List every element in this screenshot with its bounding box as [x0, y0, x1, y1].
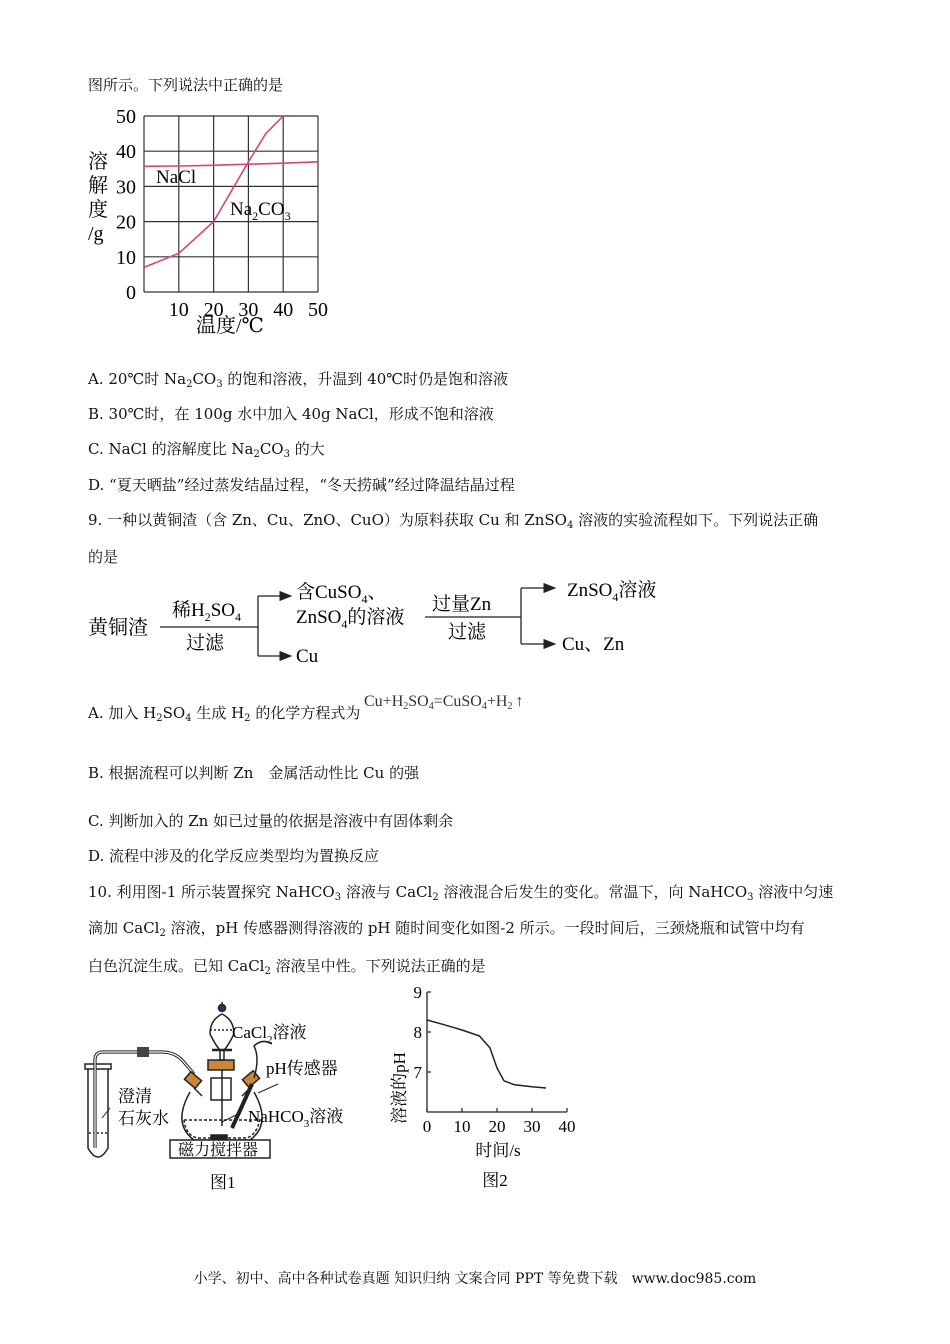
- center-stopper: [208, 1060, 234, 1070]
- flow-out-2: Cu、Zn: [562, 634, 625, 655]
- chart1-ytick: 30: [116, 176, 136, 199]
- flow-mid-2: ZnSO$_4$的溶液: [296, 607, 405, 631]
- chart1-ylabel-2: 解: [88, 175, 108, 197]
- flow-out-1: ZnSO$_4$溶液: [567, 580, 657, 604]
- chart2-xtick: 0: [422, 1117, 432, 1136]
- stir-bar: [211, 1135, 227, 1139]
- flow-reagent2: 过量Zn: [432, 594, 492, 615]
- chart1-ytick: 10: [116, 246, 136, 269]
- chart1-xtick: 50: [308, 299, 328, 321]
- chart2-xlabel: 时间/s: [475, 1141, 521, 1160]
- q9-stem-line2: 的是: [88, 548, 119, 566]
- nahco3-label: NaHCO$_3$溶液: [248, 1107, 344, 1130]
- limewater-label-1: 澄清: [118, 1087, 152, 1106]
- flow-mid-1: 含CuSO$_4$、: [296, 582, 387, 606]
- separatory-funnel: [210, 1014, 234, 1060]
- q9-option-b: B. 根据流程可以判断 Zn 金属活动性比 Cu 的强: [88, 764, 420, 782]
- question-intro: 图所示。下列说法中正确的是: [88, 76, 284, 94]
- flow-reagent1: 稀$H_2SO_4$: [172, 600, 242, 624]
- chart1-ylabel-4: /g: [88, 223, 104, 245]
- left-stopper: [184, 1072, 201, 1089]
- test-tube-rim: [85, 1064, 111, 1069]
- figure1-apparatus: [82, 998, 372, 1198]
- figure2-caption: 图2: [482, 1171, 508, 1190]
- chart1-ytick: 50: [116, 106, 136, 128]
- chart2-xtick: 30: [523, 1117, 541, 1136]
- chart1-ytick: 20: [116, 211, 136, 234]
- flow-cu: Cu: [296, 646, 319, 667]
- flow-start: 黄铜渣: [88, 617, 148, 639]
- chart1-xtick: 10: [168, 299, 189, 321]
- flow-op2: 过滤: [448, 622, 487, 643]
- chart1-ylabel-1: 溶: [88, 151, 108, 173]
- test-tube: [88, 1068, 108, 1157]
- chart2-xtick: 10: [453, 1117, 471, 1136]
- chart1-xtick: 30: [238, 299, 259, 321]
- limewater-label-2: 石灰水: [118, 1109, 169, 1128]
- q8-option-b: B. 30℃时，在 100g 水中加入 40g NaCl，形成不饱和溶液: [88, 405, 494, 423]
- q9-option-a: A. 加入 $H_2SO_4$ 生成 $H_2$ 的化学方程式为: [88, 704, 361, 724]
- chart2-ylabel: 溶液的pH: [390, 1052, 409, 1124]
- q9-option-d: D. 流程中涉及的化学反应类型均为置换反应: [88, 847, 380, 865]
- page-footer: 小学、初中、高中各种试卷真题 知识归纳 文案合同 PPT 等免费下载 www.doc985.com: [193, 1271, 757, 1287]
- chart2-xtick: 40: [558, 1117, 576, 1136]
- solubility-chart: [80, 100, 340, 345]
- q8-option-c: C. NaCl 的溶解度比 $Na_2CO_3$ 的大: [88, 440, 325, 460]
- q9-flow-diagram: [80, 570, 700, 670]
- chart1-xtick: 40: [273, 299, 294, 321]
- chart2-ytick: 8: [413, 1023, 422, 1042]
- stirrer-label: 磁力搅拌器: [178, 1142, 259, 1159]
- chart1-ytick: 0: [126, 282, 136, 304]
- q9-stem-line1: 9. 一种以黄铜渣（含 Zn、Cu、ZnO、CuO）为原料获取 Cu 和 ZnSO$_4$ 溶液的实验流程如下。下列说法正确: [88, 511, 819, 531]
- ph-sensor-label: pH传感器: [266, 1059, 338, 1078]
- chart2-xtick: 20: [488, 1117, 506, 1136]
- tube-connector: [137, 1047, 149, 1057]
- chart2-ph-curve: [427, 1020, 546, 1088]
- chart2-ytick: 7: [413, 1063, 422, 1082]
- chart1-ytick: 40: [116, 141, 136, 164]
- nacl-curve-label: NaCl: [156, 167, 197, 188]
- q9-option-c: C. 判断加入的 Zn 如已过量的依据是溶液中有固体剩余: [88, 812, 454, 830]
- chart1-xlabel: 温度/℃: [196, 315, 264, 337]
- q9-equation: $Cu+H_2SO_4=CuSO_4+H_2$ ↑: [364, 693, 524, 712]
- figure1-caption: 图1: [210, 1173, 236, 1192]
- q8-option-a: A. 20℃时 $Na_2CO_3$ 的饱和溶液，升温到 40℃时仍是饱和溶液: [88, 370, 509, 390]
- q10-stem-line1: 10. 利用图-1 所示装置探究 NaHCO$_3$ 溶液与 CaCl$_2$ 溶液混合后发生的变化。常温下，向 NaHCO$_3$ 溶液中匀速: [88, 883, 834, 903]
- q8-option-d: D. “夏天晒盐”经过蒸发结晶过程，“冬天捞碱”经过降温结晶过程: [88, 476, 515, 494]
- q10-stem-line2: 滴加 CaCl$_2$ 溶液，pH 传感器测得溶液的 pH 随时间变化如图-2 所示。一段时间后，三颈烧瓶和试管中均有: [88, 919, 805, 939]
- q10-stem-line3: 白色沉淀生成。已知 CaCl$_2$ 溶液呈中性。下列说法正确的是: [88, 957, 486, 977]
- cacl2-label: CaCl$_2$溶液: [232, 1023, 307, 1046]
- na2co3-curve-label: $Na_2CO_3$: [230, 199, 291, 223]
- chart1-series-nacl: [144, 162, 318, 167]
- chart1-ylabel-3: 度: [88, 199, 108, 221]
- chart2-ytick: 9: [413, 983, 422, 1002]
- flow-op1: 过滤: [186, 633, 225, 654]
- ph-time-chart: [385, 980, 590, 1198]
- funnel-stopper: [219, 1005, 226, 1012]
- chart1-xtick: 20: [203, 299, 224, 321]
